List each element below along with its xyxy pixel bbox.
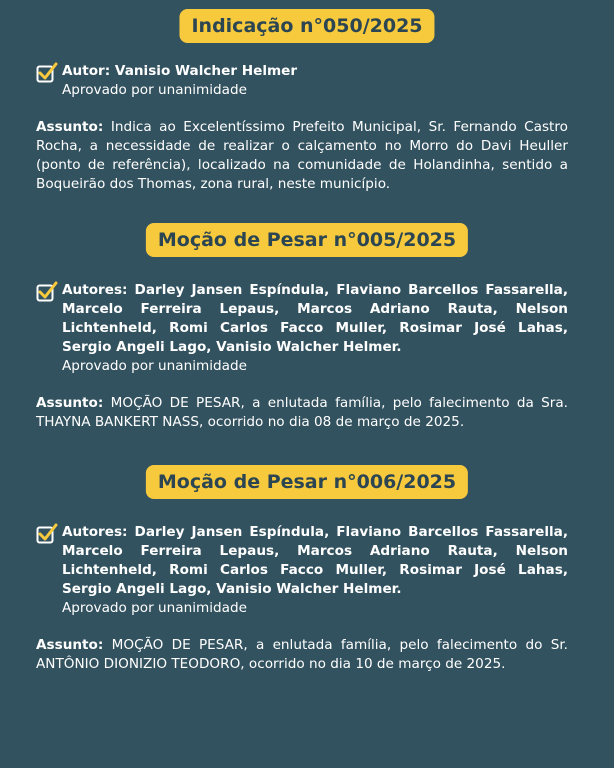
mocao-006-authors <box>62 523 568 599</box>
indicacao-authors-row <box>36 62 568 100</box>
subject-text: MOÇÃO DE PESAR, a enlutada família, pelo falecimento do Sr. ANTÔNIO DIONIZIO TEODORO, ocorrido no dia 10 de março de 2025. <box>36 637 569 672</box>
checkbox-checked-icon <box>36 523 58 545</box>
indicacao-authors <box>62 62 568 81</box>
mocao-005-section <box>36 281 568 432</box>
indicacao-title-badge <box>179 9 434 43</box>
mocao-005-title-badge <box>146 223 468 257</box>
subject-text: MOÇÃO DE PESAR, a enlutada família, pelo falecimento da Sra. THAYNA BANKERT NASS, ocorrido no dia 08 de março de 2025. <box>36 395 568 430</box>
mocao-006-title-badge <box>146 465 468 499</box>
authors-label: Autores: <box>62 524 128 540</box>
indicacao-status: Aprovado por unanimidade <box>62 82 247 98</box>
mocao-005-authors-row <box>36 281 568 376</box>
subject-label: Assunto: <box>36 119 104 135</box>
authors-label: Autores: <box>62 282 128 298</box>
subject-label: Assunto: <box>36 637 104 653</box>
subject-label: Assunto: <box>36 395 104 411</box>
mocao-005-subject <box>36 394 568 432</box>
checkbox-checked-icon <box>36 62 58 84</box>
mocao-006-title: Moção de Pesar n°006/2025 <box>157 471 457 493</box>
checkbox-checked-icon <box>36 281 58 303</box>
authors-label: Autor: <box>62 63 111 79</box>
mocao-005-title: Moção de Pesar n°005/2025 <box>157 229 457 251</box>
mocao-006-section <box>36 523 568 674</box>
mocao-006-subject <box>36 636 568 674</box>
subject-text: Indica ao Excelentíssimo Prefeito Municipal, Sr. Fernando Castro Rocha, a necessidade de realizar o calçamento no Morro do Davi Heuller (ponto de referência), localizado na comunidade de Holandinha, sentido a Boqueirão dos Thomas, zona rural, neste município. <box>36 119 568 192</box>
mocao-006-status: Aprovado por unanimidade <box>62 600 247 616</box>
mocao-006-authors-row <box>36 523 568 618</box>
authors-names: Darley Jansen Espíndula, Flaviano Barcellos Fassarella, Marcelo Ferreira Lepaus, Marcos Adriano Rauta, Nelson Lichtenheld, Romi Carlos Facco Muller, Rosimar José Lahas, Sergio Angeli Lago, Vanisio Walcher Helmer. <box>62 282 568 355</box>
indicacao-subject <box>36 118 568 194</box>
mocao-005-status: Aprovado por unanimidade <box>62 358 247 374</box>
indicacao-title: Indicação n°050/2025 <box>191 15 423 37</box>
mocao-005-authors <box>62 281 568 357</box>
indicacao-section <box>36 62 568 194</box>
authors-names: Darley Jansen Espíndula, Flaviano Barcellos Fassarella, Marcelo Ferreira Lepaus, Marcos Adriano Rauta, Nelson Lichtenheld, Romi Carlos Facco Muller, Rosimar José Lahas, Sergio Angeli Lago, Vanisio Walcher Helmer. <box>62 524 568 597</box>
authors-names: Vanisio Walcher Helmer <box>114 63 298 79</box>
